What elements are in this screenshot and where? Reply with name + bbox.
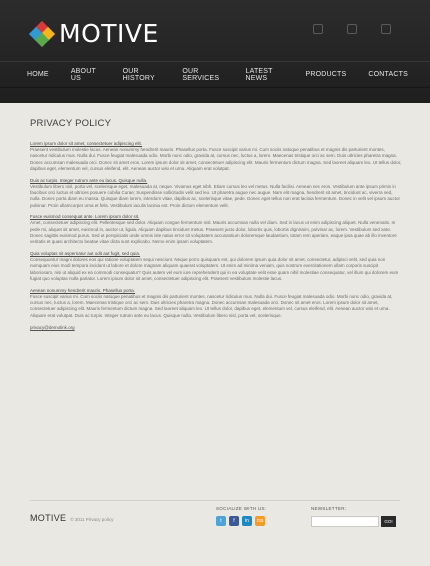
section-body: Praesent vestibulum molestie lacus. Aenean nonummy hendrerit mauris. Phasellus porta. Fusce suscipit varius mi. Cum sociis natoque penatibus et magnis dis parturient montes, nascetur ridiculus mus. Nulla dui. Fusce feugiat malesuada odio. Morbi nunc odio, gravida at, cursus nec, luctus a, lorem. Maecenas tristique orci ac sem. Duis ultricies pharetra magna. Donec accumsan malesuada orci. Donec sit amet eros. Lorem ipsum dolor sit amet, consectetuer adipiscing elit. Mauris fermentum dictum magna. Sed laoreet aliquam leo. Ut tellus dolor, dapibus eget, elementum vel, cursus eleifend, elit. Aenean auctor wisi et urna. Aliquam erat volutpat. xyxy=(30,147,402,172)
nav-home[interactable]: HOME xyxy=(27,71,49,78)
section-body: Consequuntur magni dolores eos qui ratione voluptatem sequi nesciunt. Neque porro quisquam est, qui dolorem ipsum quia dolor sit amet, consectetur, adipisci velit, sed quia non numquam eius modi tempora incidunt ut labore et dolore magnam aliquam quaerat voluptatem. Ut enim ad minima veniam, quis nostrum exercitationem ullam corporis suscipit laboriosam, nisi ut aliquid ex ea commodi consequatur? Quis autem vel eum iure reprehenderit qui in ea voluptate velit esse quam nihil molestiae consequatur, vel illum qui dolorem eum fugiat quo voluptas nulla pariatur. Lorem ipsum dolor sit amet, consectetuer adipiscing elit. Praesent vestibulum molestie lacus. xyxy=(30,256,399,282)
top-icon-3[interactable] xyxy=(376,24,396,37)
footer-brand xyxy=(30,513,113,523)
newsletter-block xyxy=(311,506,396,527)
linkedin-icon[interactable]: in xyxy=(242,516,252,526)
newsletter-go-button[interactable]: GO! xyxy=(381,516,396,527)
newsletter-email-input[interactable] xyxy=(311,516,379,527)
policy-section xyxy=(30,141,402,173)
top-icons xyxy=(308,24,396,37)
newsletter-title: NEWSLETTER: xyxy=(311,506,347,511)
privacy-email-link[interactable]: privacy@demolink.org xyxy=(30,325,75,331)
footer-logo[interactable]: MOTIVE xyxy=(30,513,67,523)
nav-products[interactable]: PRODUCTS xyxy=(305,71,347,78)
nav-about-us[interactable]: ABOUT US xyxy=(70,67,96,82)
section-heading[interactable]: Lorem ipsum dolor sit amet, consectetuer adipiscing elit. xyxy=(30,141,143,146)
main-navbar xyxy=(0,61,430,88)
main-nav xyxy=(27,62,430,87)
section-heading[interactable]: Aenean nonummy hendrerit mauris. Phasellus porta. xyxy=(30,287,136,293)
social-block xyxy=(216,506,266,526)
site-logo[interactable] xyxy=(31,20,159,48)
footer-divider xyxy=(30,500,400,501)
top-glyph-icon xyxy=(347,24,357,34)
policy-section xyxy=(30,214,402,246)
nav-our-history[interactable]: OUR HISTORY xyxy=(122,67,155,82)
section-heading[interactable]: Duis ac turpis. Integer rutrum ante eu lacus. Quisque nulla. xyxy=(30,177,148,183)
policy-section xyxy=(30,288,402,320)
policy-section xyxy=(30,178,402,210)
top-icon-2[interactable] xyxy=(342,24,362,37)
main-content xyxy=(30,118,402,330)
section-body: Vestibulum libero nisl, porta vel, scelerisque eget, malesuada at, neque. Vivamus eget nibh. Etiam cursus leo vel metus. Nulla facilisi. Aenean nec eros. Vestibulum ante ipsum primis in faucibus orci luctus et ultrices posuere cubilia Curae; Suspendisse sollicitudin velit sed leo. Ut pharetra augue nec augue. Nam elit magna, hendrerit sit amet, tincidunt ac, viverra sed, nulla. Donec porta diam eu massa. Quisque diam lorem, interdum vitae, dapibus ac, scelerisque vitae, pede. Donec eget tellus non erat lacinia fermentum. Donec in velit vel ipsum auctor pulvinar. Proin ullamcorper urna et felis. Vestibulum iaculis lacinia est. Proin dictum elementum velit. xyxy=(30,183,400,208)
top-glyph-icon xyxy=(381,24,391,34)
page-title: PRIVACY POLICY xyxy=(30,118,112,129)
footer-copyright: © 2011 Privacy policy xyxy=(70,517,114,522)
social-icons xyxy=(216,516,266,526)
logo-mark-icon xyxy=(31,23,53,45)
section-heading[interactable]: Fusce euismod consequat ante. Lorem ipsum dolor sit. xyxy=(30,214,140,220)
site-header xyxy=(0,0,430,103)
policy-section xyxy=(30,251,402,283)
top-glyph-icon xyxy=(313,24,323,34)
social-title: SOCIALIZE WITH US: xyxy=(216,506,267,511)
rss-icon[interactable]: rss xyxy=(256,518,264,524)
nav-contacts[interactable]: CONTACTS xyxy=(368,71,408,78)
twitter-icon[interactable]: t xyxy=(216,516,226,526)
section-heading[interactable]: Quia voluptas sit aspernatur aut odit aut fugit, sed quia. xyxy=(30,250,141,256)
section-body: Fusce suscipit varius mi. Cum sociis natoque penatibus et magnis dis parturient montes, nascetur ridiculus mus. Nulla dui. Fusce feugiat malesuada odio. Morbi nunc odio, gravida at, cursus nec, luctus a, lorem. Maecenas tristique orci ac sem. Duis ultricies pharetra magna. Donec accumsan malesuada orci. Donec sit amet eros. Lorem ipsum dolor sit amet, consectetuer adipiscing elit. Mauris fermentum dictum magna. Sed laoreet aliquam leo. Ut tellus dolor, dapibus eget, elementum vel, cursus eleifend, elit. Aenean auctor wisi et urna. Aliquam erat volutpat. Duis ac turpis. Integer rutrum ante eu lacus. Quisque nulla. Vestibulum libero nisl, porta vel, scelerisque. xyxy=(30,293,393,318)
top-icon-1[interactable] xyxy=(308,24,328,37)
brand-title: MOTIVE xyxy=(59,19,159,48)
section-body: Amet, consectetuer adipiscing elit. Pellentesque sed dolor. Aliquam congue fermentum nisl. Mauris accumsan nulla vel diam. Sed in lacus ut enim adipiscing aliquet. Nulla venenatis. In pede mi, aliquet sit amet, euismod in, auctor ut, ligula. Aliquam dapibus tincidunt metus. Praesent justo dolor, lobortis quis, lobortis dignissim, pulvinar ac, lorem. Vestibulum sed ante. Donec sagittis euismod purus. Sed ut perspiciatis unde omnis iste natus error sit voluptatem accusantium doloremque laudantium, totam rem aperiam, eaque ipsa quae ab illo inventore veritatis et quasi architecto beatae vitae dicta sunt explicabo. Nemo enim ipsam voluptatem. xyxy=(30,220,397,245)
nav-latest-news[interactable]: LATEST NEWS xyxy=(245,67,273,82)
nav-our-services[interactable]: OUR SERVICES xyxy=(182,67,220,82)
newsletter-row xyxy=(311,516,396,527)
facebook-icon[interactable]: f xyxy=(229,516,239,526)
